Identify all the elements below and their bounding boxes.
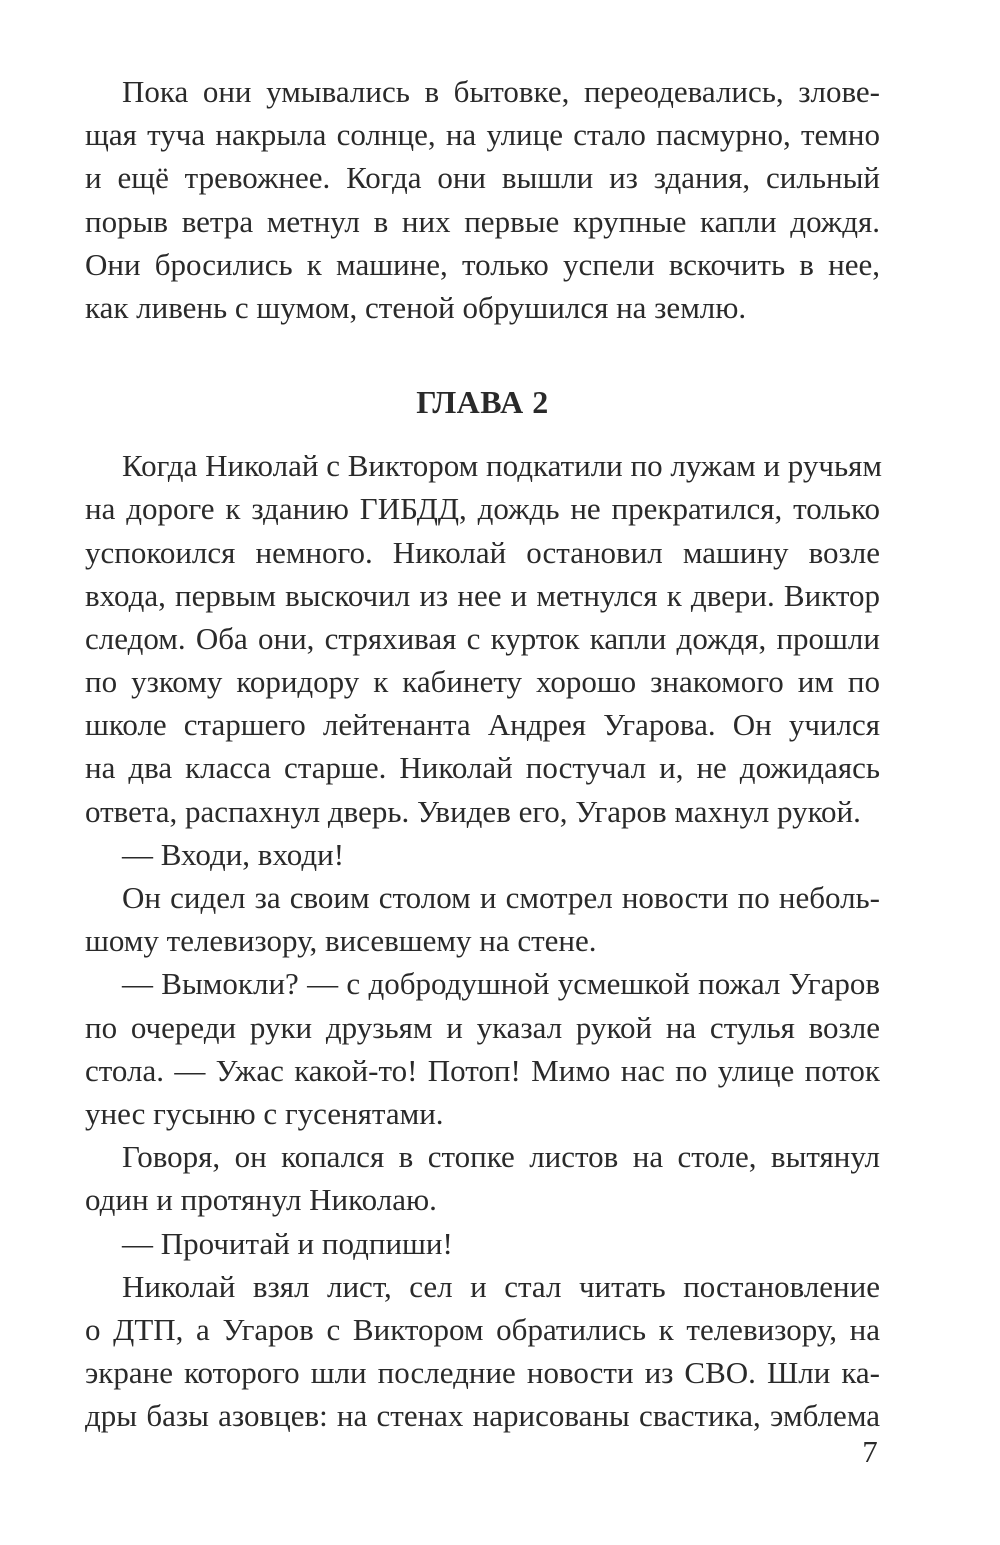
paragraph-8 <box>85 1265 880 1438</box>
text-line: и ещё тревожнее. Когда они вышли из здания, сильный <box>85 160 880 196</box>
text-line: Когда Николай с Виктором подкатили по лужам и ручьям <box>122 448 882 484</box>
paragraph-5 <box>85 962 880 1135</box>
text-line: шому телевизору, висевшему на стене. <box>85 923 597 959</box>
text-line: — Входи, входи! <box>122 836 345 872</box>
text-line: о ДТП, а Угаров с Виктором обратились к телевизору, на <box>85 1311 880 1347</box>
text-line: школе старшего лейтенанта Андрея Угарова. Он учился <box>85 707 880 743</box>
text-line: на два класса старше. Николай постучал и, не дожидаясь <box>85 750 880 786</box>
paragraph-3 <box>85 833 880 876</box>
text-line: Говоря, он копался в стопке листов на столе, вытянул <box>122 1139 880 1175</box>
paragraph-7 <box>85 1222 880 1265</box>
page-number: 7 <box>862 1434 878 1469</box>
paragraph-6 <box>85 1135 880 1221</box>
paragraph-4 <box>85 876 880 962</box>
chapter-title: ГЛАВА 2 <box>416 384 549 421</box>
text-line: Они бросились к машине, только успели вскочить в нее, <box>85 246 880 282</box>
paragraph-2 <box>85 444 880 833</box>
text-line: экране которого шли последние новости из СВО. Шли ка- <box>85 1355 880 1391</box>
text-line: на дороге к зданию ГИБДД, дождь не прекратился, только <box>85 491 880 527</box>
text-line: стола. — Ужас какой-то! Потоп! Мимо нас по улице поток <box>85 1052 880 1088</box>
text-line: по очереди руки друзьям и указал рукой на стулья возле <box>85 1009 880 1045</box>
text-line: ответа, распахнул дверь. Увидев его, Угаров махнул рукой. <box>85 793 861 829</box>
text-line: дры базы азовцев: на стенах нарисованы свастика, эмблема <box>85 1398 880 1434</box>
text-line: Николай взял лист, сел и стал читать постановление <box>122 1268 880 1304</box>
text-line: успокоился немного. Николай остановил машину возле <box>85 534 880 570</box>
text-line: один и протянул Николаю. <box>85 1182 437 1218</box>
text-line: — Вымокли? — с добродушной усмешкой пожал Угаров <box>122 966 880 1002</box>
text-line: входа, первым выскочил из нее и метнулся к двери. Виктор <box>85 577 880 613</box>
text-line: Он сидел за своим столом и смотрел новости по неболь- <box>122 880 880 915</box>
page-body <box>85 70 880 1437</box>
text-line: по узкому коридору к кабинету хорошо знакомого им по <box>85 664 880 700</box>
text-line: следом. Оба они, стряхивая с курток капли дождя, прошли <box>85 620 880 656</box>
text-line: порыв ветра метнул в них первые крупные капли дождя. <box>85 203 880 239</box>
paragraph-1 <box>85 70 880 329</box>
text-line: щая туча накрыла солнце, на улице стало пасмурно, темно <box>85 117 880 153</box>
text-line: унес гусыню с гусенятами. <box>85 1095 444 1131</box>
text-line: — Прочитай и подпиши! <box>122 1225 453 1261</box>
text-line: Пока они умывались в бытовке, переодевались, злове- <box>122 74 880 109</box>
text-line: как ливень с шумом, стеной обрушился на землю. <box>85 289 747 325</box>
